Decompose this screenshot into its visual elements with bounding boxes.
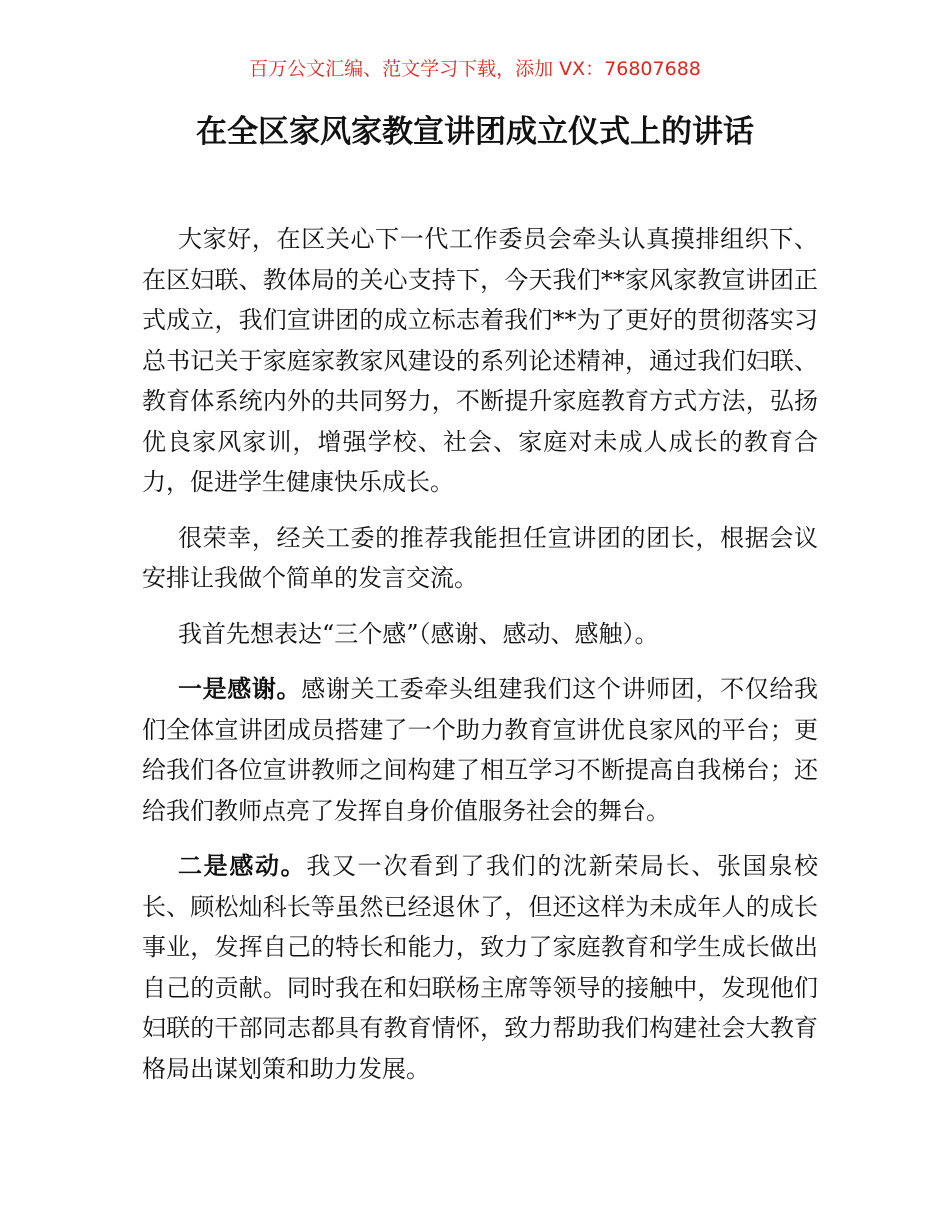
paragraph-lead: 二是感动。 — [178, 852, 307, 880]
paragraph-text: 很荣幸，经关工委的推荐我能担任宣讲团的团长，根据会议安排让我做个简单的发言交流。 — [142, 523, 818, 592]
paragraph-text: 大家好，在区关心下一代工作委员会牵头认真摸排组织下、在区妇联、教体局的关心支持下，今天我们**家风家教宣讲团正式成立，我们宣讲团的成立标志着我们**为了更好的贯彻落实习总书记关于家庭家教家风建设的系列论述精神，通过我们妇联、教育体系统内外的共同努力，不断提升家庭教育方式方法，弘扬优良家风家训，增强学校、社会、家庭对未成人成长的教育合力，促进学生健康快乐成长。 — [142, 225, 818, 496]
paragraph-text: 我又一次看到了我们的沈新荣局长、张国泉校长、顾松灿科长等虽然已经退休了，但还这样为未成年人的成长事业，发挥自己的特长和能力，致力了家庭教育和学生成长做出自己的贡献。同时我在和妇联杨主席等领导的接触中，发现他们妇联的干部同志都具有教育情怀，致力帮助我们构建社会大教育格局出谋划策和助力发展。 — [142, 852, 819, 1083]
paragraph-gratitude — [142, 669, 818, 831]
paragraph-moved — [142, 846, 818, 1089]
document-title: 在全区家风家教宣讲团成立仪式上的讲话 — [196, 114, 754, 150]
document-body — [142, 219, 818, 1104]
paragraph-greeting — [142, 219, 818, 503]
paragraph-lead: 一是感谢。 — [178, 675, 302, 703]
paragraph-honor — [142, 518, 818, 599]
paragraph-three-feelings — [142, 614, 818, 655]
watermark-text: 百万公文汇编、范文学习下载，添加 VX：76807688 — [249, 58, 701, 80]
paragraph-text: 感谢关工委牵头组建我们这个讲师团，不仅给我们全体宣讲团成员搭建了一个助力教育宣讲优良家风的平台；更给我们各位宣讲教师之间构建了相互学习不断提高自我梯台；还给我们教师点亮了发挥自身价值服务社会的舞台。 — [142, 675, 819, 825]
paragraph-text: 我首先想表达“三个感”（感谢、感动、感触）。 — [178, 619, 659, 648]
